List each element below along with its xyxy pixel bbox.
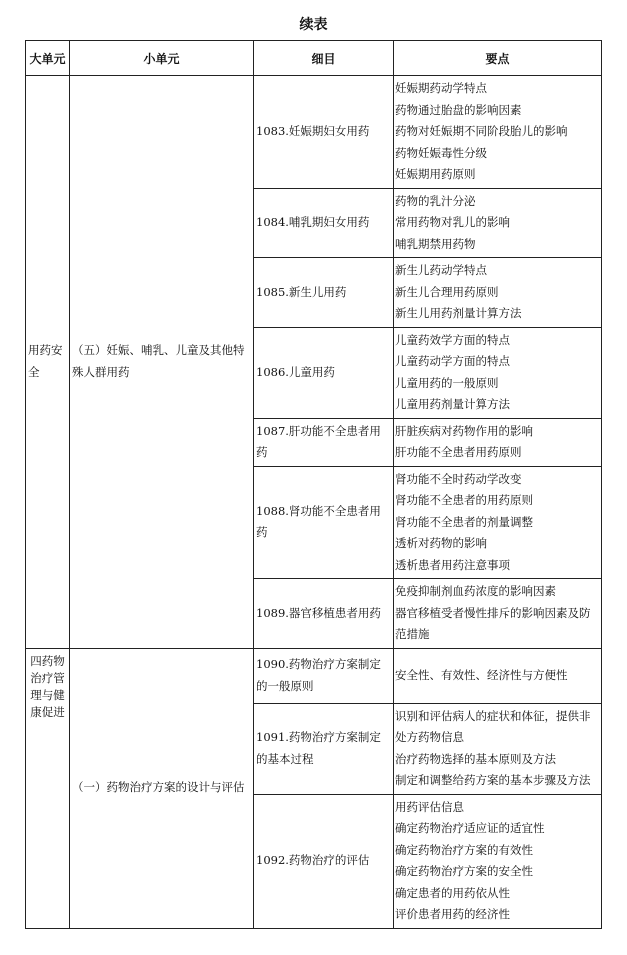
- points-cell: [394, 188, 602, 258]
- item-cell: 1088.肾功能不全患者用药: [254, 466, 394, 579]
- item-cell: 1090.药物治疗方案制定的一般原则: [254, 648, 394, 703]
- key-point: 识别和评估病人的症状和体征，提供非处方药物信息: [395, 708, 591, 744]
- key-point: 哺乳期禁用药物: [395, 236, 476, 251]
- item-cell: 1085.新生儿用药: [254, 258, 394, 328]
- key-point: 确定药物治疗方案的有效性: [395, 842, 533, 857]
- major-unit-cell: 四药物治疗管理与健康促进: [26, 648, 70, 928]
- table-row: [26, 76, 602, 189]
- points-cell: [394, 466, 602, 579]
- key-point: 安全性、有效性、经济性与方便性: [395, 667, 568, 682]
- key-point: 儿童药效学方面的特点: [395, 332, 510, 347]
- item-cell: 1086.儿童用药: [254, 327, 394, 418]
- header-major-unit: 大单元: [26, 41, 70, 76]
- key-point: 新生儿药动学特点: [395, 263, 487, 277]
- key-point: 儿童用药剂量计算方法: [395, 397, 510, 411]
- key-point: 肾功能不全患者的剂量调整: [395, 514, 533, 529]
- item-cell: 1091.药物治疗方案制定的基本过程: [254, 703, 394, 794]
- key-point: 儿童药动学方面的特点: [395, 354, 510, 368]
- key-point: 肾功能不全患者的用药原则: [395, 493, 533, 507]
- key-point: 器官移植受者慢性排斥的影响因素及防范措施: [395, 605, 591, 641]
- points-cell: [394, 648, 602, 703]
- key-point: 新生儿合理用药原则: [395, 284, 499, 299]
- key-point: 透析对药物的影响: [395, 536, 487, 550]
- key-point: 肝脏疾病对药物作用的影响: [395, 423, 533, 438]
- page-title: 续表: [299, 17, 328, 33]
- key-point: 新生儿用药剂量计算方法: [395, 306, 522, 320]
- header-key-points: 要点: [394, 41, 602, 76]
- key-point: 药物的乳汁分泌: [395, 193, 476, 208]
- key-point: 治疗药物选择的基本原则及方法: [395, 751, 556, 766]
- key-point: 确定药物治疗方案的安全性: [395, 864, 533, 878]
- key-point: 确定药物治疗适应证的适宜性: [395, 821, 545, 835]
- syllabus-table: [25, 40, 602, 929]
- key-point: 妊娠期药动学特点: [395, 81, 487, 95]
- key-point: 肾功能不全时药动学改变: [395, 471, 522, 486]
- points-cell: [394, 76, 602, 189]
- points-cell: [394, 579, 602, 649]
- item-cell: 1087.肝功能不全患者用药: [254, 418, 394, 466]
- key-point: 药物妊娠毒性分级: [395, 145, 487, 160]
- points-cell: [394, 258, 602, 328]
- minor-unit-cell: （五）妊娠、哺乳、儿童及其他特殊人群用药: [70, 76, 254, 649]
- key-point: 常用药物对乳儿的影响: [395, 215, 510, 229]
- key-point: 制定和调整给药方案的基本步骤及方法: [395, 773, 591, 787]
- points-cell: [394, 327, 602, 418]
- key-point: 药物对妊娠期不同阶段胎儿的影响: [395, 124, 568, 138]
- key-point: 药物通过胎盘的影响因素: [395, 102, 522, 117]
- key-point: 用药评估信息: [395, 799, 464, 814]
- item-cell: 1089.器官移植患者用药: [254, 579, 394, 649]
- key-point: 透析患者用药注意事项: [395, 557, 510, 572]
- key-point: 儿童用药的一般原则: [395, 375, 499, 390]
- key-point: 妊娠期用药原则: [395, 167, 476, 181]
- points-cell: [394, 418, 602, 466]
- major-unit-cell: 用药安全: [26, 76, 70, 649]
- key-point: 评价患者用药的经济性: [395, 907, 510, 921]
- item-cell: 1083.妊娠期妇女用药: [254, 76, 394, 189]
- item-cell: 1092.药物治疗的评估: [254, 794, 394, 928]
- header-item: 细目: [254, 41, 394, 76]
- minor-unit-cell: （一）药物治疗方案的设计与评估: [70, 648, 254, 928]
- header-minor-unit: 小单元: [70, 41, 254, 76]
- key-point: 确定患者的用药依从性: [395, 885, 510, 900]
- item-cell: 1084.哺乳期妇女用药: [254, 188, 394, 258]
- points-cell: [394, 703, 602, 794]
- header-row: [26, 41, 602, 76]
- points-cell: [394, 794, 602, 928]
- table-row: [26, 648, 602, 703]
- key-point: 免疫抑制剂血药浓度的影响因素: [395, 584, 556, 598]
- key-point: 肝功能不全患者用药原则: [395, 445, 522, 459]
